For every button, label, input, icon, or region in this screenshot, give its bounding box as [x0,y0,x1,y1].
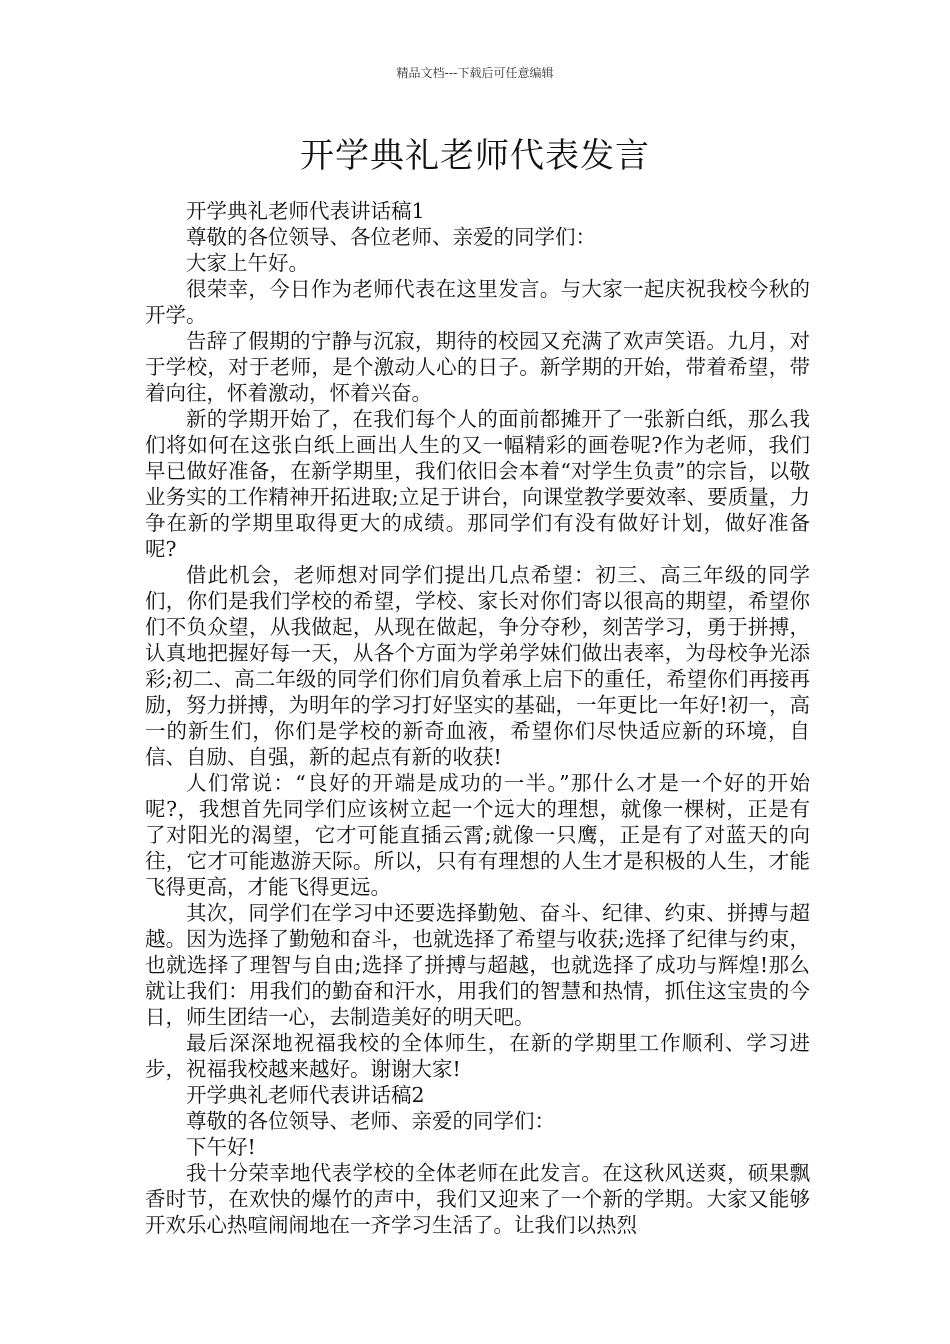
paragraph: 告辞了假期的宁静与沉寂，期待的校园又充满了欢声笑语。九月，对于学校，对于老师，是个激动人心的日子。新学期的开始，带着希望，带着向往，怀着激动，怀着兴奋。 [145,329,810,405]
paragraph: 其次，同学们在学习中还要选择勤勉、奋斗、纪律、约束、拼搏与超越。因为选择了勤勉和奋斗，也就选择了希望与收获;选择了纪律与约束，也就选择了理智与自由;选择了拼搏与超越，也就选择了成功与辉煌!那么就让我们：用我们的勤奋和汗水，用我们的智慧和热情，抓住这宝贵的今日，师生团结一心，去制造美好的明天吧。 [145,901,810,1029]
paragraph: 我十分荣幸地代表学校的全体老师在此发言。在这秋风送爽，硕果飘香时节，在欢快的爆竹的声中，我们又迎来了一个新的学期。大家又能够开欢乐心热喧闹闹地在一齐学习生活了。让我们以热烈 [145,1161,810,1237]
heading-speech-2: 开学典礼老师代表讲话稿2 [186,1083,425,1107]
paragraph: 人们常说：“良好的开端是成功的一半。”那什么才是一个好的开始呢?，我想首先同学们应该树立起一个远大的理想，就像一棵树，正是有了对阳光的渴望，它才可能直插云霄;就像一只鹰，正是有了对蓝天的向往，它才可能遨游天际。所以，只有有理想的人生才是积极的人生，才能飞得更高，才能飞得更远。 [145,771,810,899]
document-body [145,198,810,1238]
document-title: 开学典礼老师代表发言 [300,136,650,176]
salutation: 尊敬的各位领导、各位老师、亲爱的同学们： [186,225,596,249]
closing-paragraph: 最后深深地祝福我校的全体师生，在新的学期里工作顺利、学习进步，祝福我校越来越好。谢谢大家! [145,1031,810,1081]
paragraph: 很荣幸，今日作为老师代表在这里发言。与大家一起庆祝我校今秋的开学。 [145,277,810,327]
paragraph: 借此机会，老师想对同学们提出几点希望：初三、高三年级的同学们，你们是我们学校的希望，学校、家长对你们寄以很高的期望，希望你们不负众望，从我做起，从现在做起，争分夺秒，刻苦学习，勇于拼搏，认真地把握好每一天，从各个方面为学弟学妹们做出表率，为母校争光添彩;初二、高二年级的同学们你们肩负着承上启下的重任，希望你们再接再励，努力拼搏，为明年的学习打好坚实的基础，一年更比一年好!初一，高一的新生们，你们是学校的新奇血液，希望你们尽快适应新的环境，自信、自励、自强，新的起点有新的收获! [145,563,810,769]
greeting: 下午好! [186,1135,256,1159]
paragraph: 新的学期开始了，在我们每个人的面前都摊开了一张新白纸，那么我们将如何在这张白纸上画出人生的又一幅精彩的画卷呢?作为老师，我们早已做好准备，在新学期里，我们依旧会本着“对学生负责”的宗旨，以敬业务实的工作精神开拓进取;立足于讲台，向课堂教学要效率、要质量，力争在新的学期里取得更大的成绩。那同学们有没有做好计划，做好准备呢? [145,407,810,561]
page-header: 精品文档---下载后可任意编辑 [396,66,554,80]
salutation: 尊敬的各位领导、老师、亲爱的同学们： [186,1109,555,1133]
heading-speech-1: 开学典礼老师代表讲话稿1 [186,199,425,223]
greeting: 大家上午好。 [186,251,309,275]
